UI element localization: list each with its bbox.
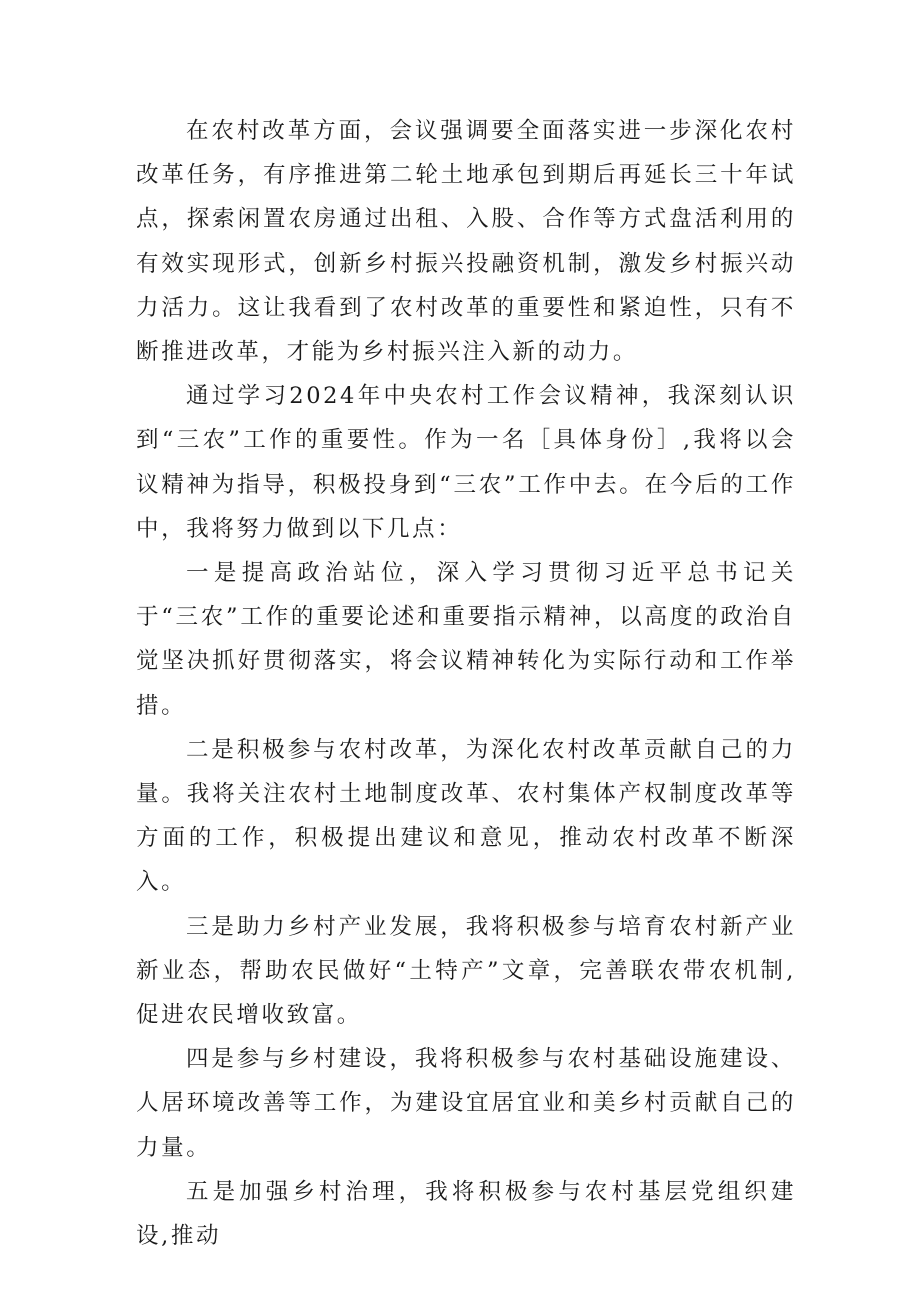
document-body [136,109,796,1258]
paragraph-point-three: 三是助力乡村产业发展，我将积极参与培育农村新产业新业态，帮助农民做好“土特产”文章，完善联农带农机制,促进农民增收致富。 [136,913,796,1029]
paragraph-point-one: 一是提高政治站位，深入学习贯彻习近平总书记关于“三农”工作的重要论述和重要指示精神，以高度的政治自觉坚决抓好贯彻落实，将会议精神转化为实际行动和工作举措。 [136,560,796,719]
paragraph-rural-reform: 在农村改革方面，会议强调要全面落实进一步深化农村改革任务，有序推进第二轮土地承包到期后再延长三十年试点，探索闲置农房通过出租、入股、合作等方式盘活利用的有效实现形式，创新乡村振兴投融资机制，激发乡村振兴动力活力。这让我看到了农村改革的重要性和紧迫性，只有不断推进改革，才能为乡村振兴注入新的动力。 [136,118,796,366]
paragraph-study-reflection: 通过学习2024年中央农村工作会议精神，我深刻认识到“三农”工作的重要性。作为一名［具体身份］,我将以会议精神为指导，积极投身到“三农”工作中去。在今后的工作中，我将努力做到以下几点： [136,383,796,542]
paragraph-point-four: 四是参与乡村建设，我将积极参与农村基础设施建设、人居环境改善等工作，为建设宜居宜业和美乡村贡献自己的力量。 [136,1046,796,1161]
paragraph-point-five: 五是加强乡村治理，我将积极参与农村基层党组织建设,推动 [136,1178,796,1250]
paragraph-point-two: 二是积极参与农村改革，为深化农村改革贡献自己的力量。我将关注农村土地制度改革、农村集体产权制度改革等方面的工作，积极提出建议和意见，推动农村改革不断深入。 [136,736,796,896]
